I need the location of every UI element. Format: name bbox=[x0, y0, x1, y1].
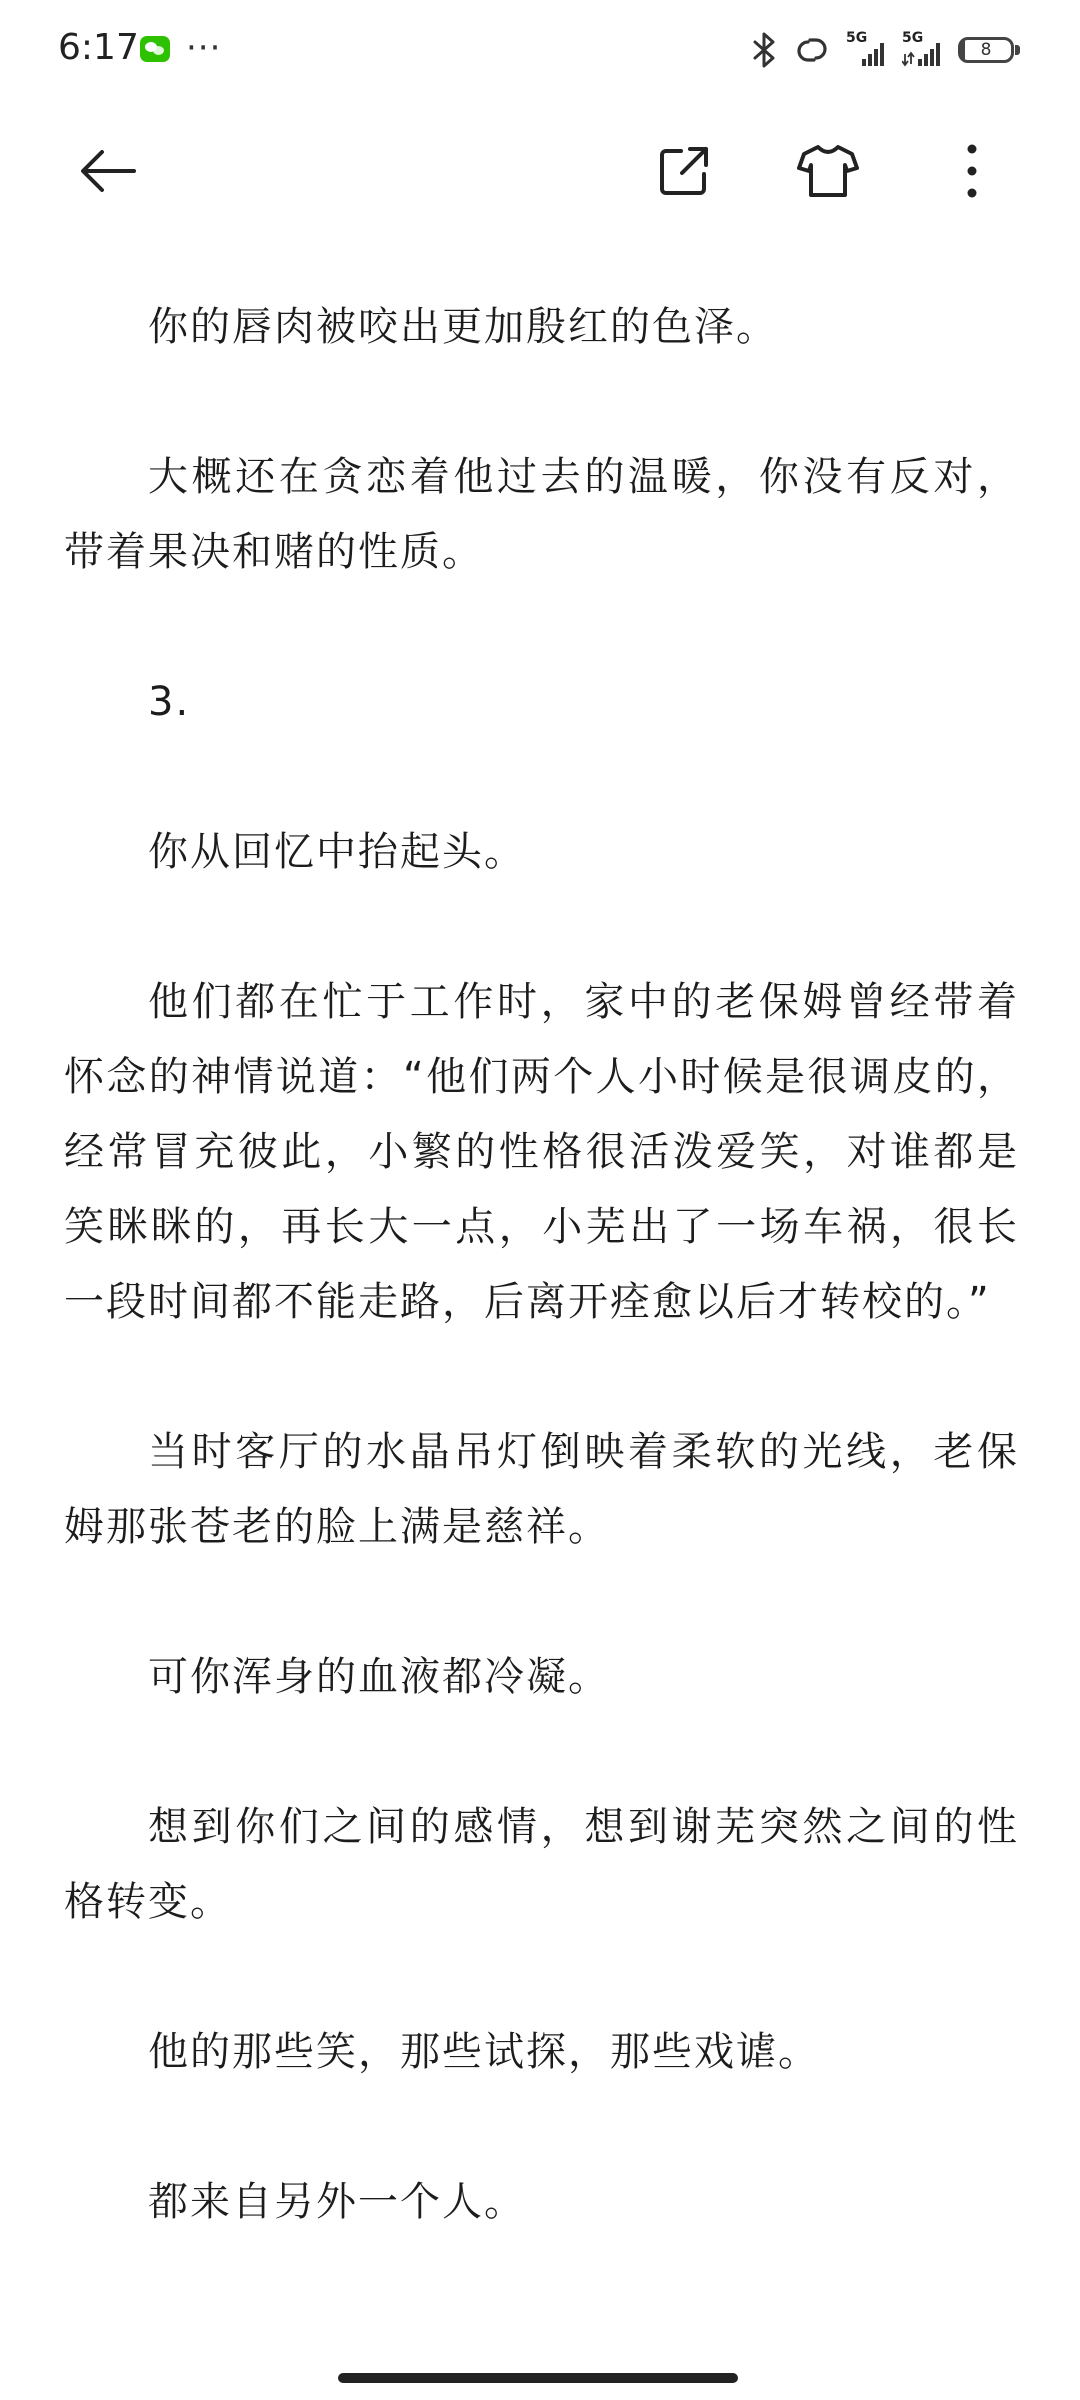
back-button[interactable] bbox=[72, 135, 144, 207]
share-button[interactable] bbox=[648, 135, 720, 207]
signal-5g-1 bbox=[846, 30, 888, 70]
battery-icon bbox=[958, 37, 1014, 63]
bluetooth-icon bbox=[752, 32, 778, 68]
article-paragraph: 可你浑身的血液都冷凝。 bbox=[148, 1654, 610, 1700]
more-options-button[interactable] bbox=[936, 135, 1008, 207]
signal-5g-2 bbox=[902, 30, 944, 70]
article-paragraph: 都来自另外一个人。 bbox=[148, 2179, 526, 2225]
status-time: 6:17 bbox=[58, 27, 139, 68]
more-vertical-icon bbox=[962, 141, 982, 201]
back-arrow-icon bbox=[76, 139, 140, 203]
article-paragraph: 想到你们之间的感情，想到谢芜突然之间的性格转变。 bbox=[64, 1804, 1019, 1925]
home-indicator[interactable] bbox=[338, 2373, 738, 2383]
status-icons bbox=[752, 28, 1014, 72]
signal-5g-label: 5G bbox=[902, 30, 924, 46]
theme-shirt-icon bbox=[796, 141, 860, 201]
theme-button[interactable] bbox=[792, 135, 864, 207]
article-paragraph: 你的唇肉被咬出更加殷红的色泽。 bbox=[148, 304, 778, 350]
article-paragraph: 你从回忆中抬起头。 bbox=[148, 829, 526, 875]
status-bar bbox=[0, 0, 1080, 100]
signal-5g-label: 5G bbox=[846, 30, 868, 46]
article-content bbox=[64, 290, 1019, 2315]
signal-bars-icon bbox=[846, 30, 888, 70]
share-external-icon bbox=[654, 141, 714, 201]
hotspot-link-icon bbox=[792, 34, 832, 66]
article-paragraph: 他的那些笑，那些试探，那些戏谑。 bbox=[148, 2029, 820, 2075]
article-paragraph: 当时客厅的水晶吊灯倒映着柔软的光线，老保姆那张苍老的脸上满是慈祥。 bbox=[64, 1429, 1019, 1550]
wechat-notification-icon bbox=[140, 36, 170, 62]
chapter-number: 3. bbox=[148, 679, 191, 725]
reader-toolbar bbox=[0, 115, 1080, 225]
more-notifications-icon: ··· bbox=[186, 28, 222, 68]
battery-percentage: 8 bbox=[980, 40, 992, 60]
article-paragraph: 他们都在忙于工作时，家中的老保姆曾经带着怀念的神情说道：“他们两个人小时候是很调皮的，经常冒充彼此，小繁的性格很活泼爱笑，对谁都是笑眯眯的，再长大一点，小芜出了一场车祸，很长一段时间都不能走路，后离开痊愈以后才转校的。” bbox=[64, 979, 1019, 1325]
article-paragraph: 大概还在贪恋着他过去的温暖，你没有反对，带着果决和赌的性质。 bbox=[64, 454, 1019, 575]
signal-bars-icon bbox=[902, 30, 944, 70]
